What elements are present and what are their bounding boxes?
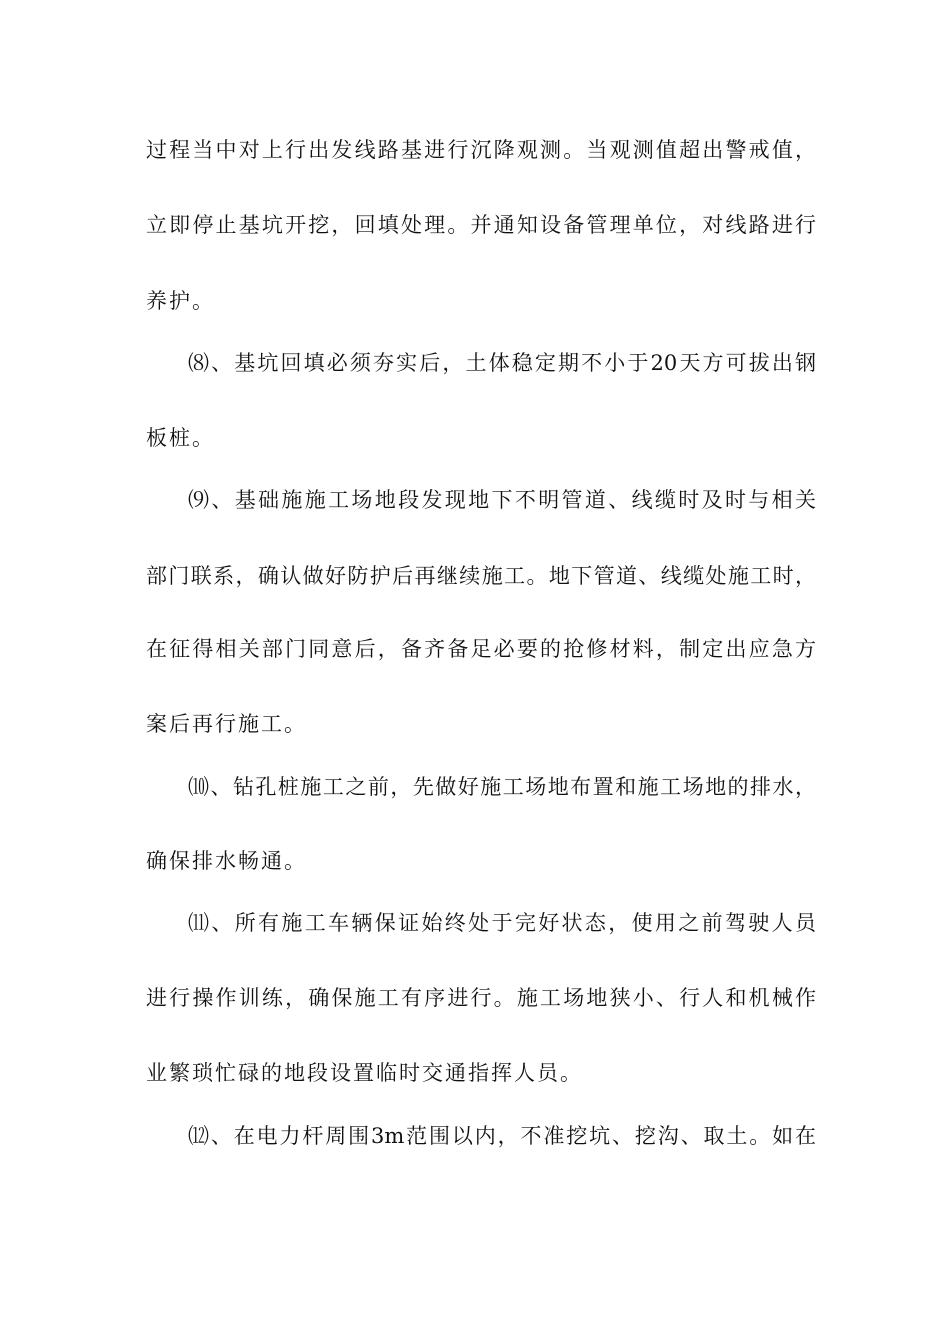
text-line: ⑼、基础施施工场地段发现地下不明管道、线缆时及时与相关 xyxy=(188,488,816,512)
text-line: 立即停止基坑开挖，回填处理。并通知设备管理单位，对线路进行 xyxy=(146,213,816,237)
text-line: 在征得相关部门同意后，备齐备足必要的抢修材料，制定出应急方 xyxy=(146,637,816,661)
text-line: 业繁琐忙碌的地段设置临时交通指挥人员。 xyxy=(146,1061,583,1085)
text-line: 养护。 xyxy=(146,289,215,313)
text-line: ⑾、所有施工车辆保证始终处于完好状态，使用之前驾驶人员 xyxy=(188,911,816,935)
text-line: 部门联系，确认做好防护后再继续施工。地下管道、线缆处施工时， xyxy=(146,564,816,588)
text-line: 板桩。 xyxy=(146,426,215,450)
text-line: ⑿、在电力杆周围3m范围以内，不准挖坑、挖沟、取土。如在 xyxy=(188,1124,816,1148)
text-line: 过程当中对上行出发线路基进行沉降观测。当观测值超出警戒值， xyxy=(146,138,816,162)
text-line: 确保排水畅通。 xyxy=(146,849,307,873)
text-line: ⑽、钻孔桩施工之前，先做好施工场地布置和施工场地的排水， xyxy=(188,775,816,799)
text-line: 案后再行施工。 xyxy=(146,712,307,736)
text-line: ⑻、基坑回填必须夯实后，土体稳定期不小于20天方可拔出钢 xyxy=(188,351,816,375)
text-line: 进行操作训练，确保施工有序进行。施工场地狭小、行人和机械作 xyxy=(146,986,816,1010)
